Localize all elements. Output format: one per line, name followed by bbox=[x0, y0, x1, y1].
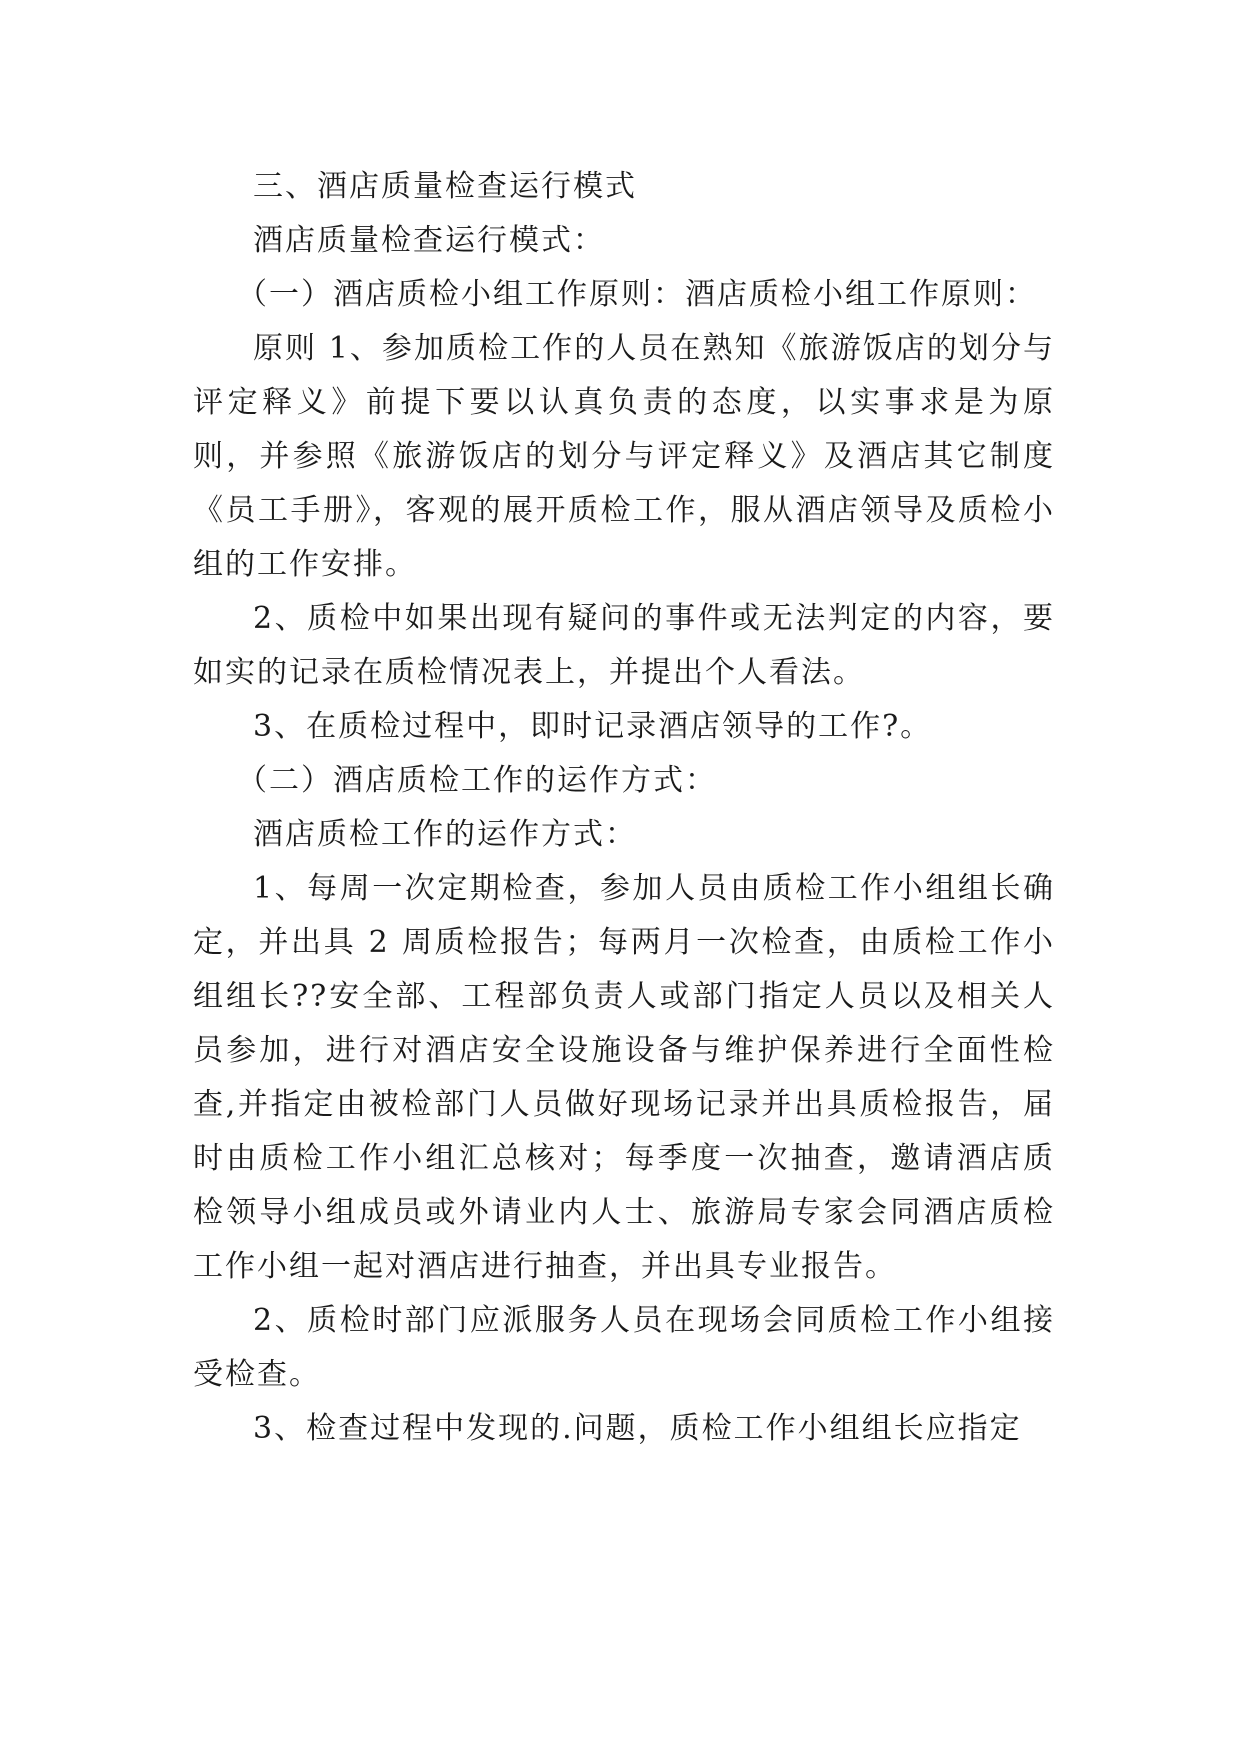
paragraph: 3、在质检过程中，即时记录酒店领导的工作?。 bbox=[253, 709, 933, 744]
subsection-heading: （二）酒店质检工作的运作方式： bbox=[237, 763, 717, 798]
paragraph: 1、每周一次定期检查，参加人员由质检工作小组组长确定，并出具 2 周质检报告；每两月一次检查，由质检工作小组组长??安全部、工程部负责人或部门指定人员以及相关人员参加，进行对酒店安全设施设备与维护保养进行全面性检查,并指定由被检部门人员做好现场记录并出具质检报告，届时由质检工作小组汇总核对；每季度一次抽查，邀请酒店质检领导小组成员或外请业内人士、旅游局专家会同酒店质检工作小组一起对酒店进行抽查，并出具专业报告。 bbox=[193, 871, 1055, 1284]
document-body bbox=[193, 160, 1055, 1456]
paragraph: 2、质检时部门应派服务人员在现场会同质检工作小组接受检查。 bbox=[193, 1303, 1055, 1392]
section-heading: 三、酒店质量检查运行模式 bbox=[253, 169, 637, 204]
paragraph: 酒店质量检查运行模式： bbox=[253, 223, 605, 258]
subsection-heading: （一）酒店质检小组工作原则：酒店质检小组工作原则： bbox=[237, 277, 1037, 312]
paragraph: 酒店质检工作的运作方式： bbox=[253, 817, 637, 852]
paragraph: 2、质检中如果出现有疑问的事件或无法判定的内容，要如实的记录在质检情况表上，并提出个人看法。 bbox=[193, 601, 1055, 690]
paragraph: 3、检查过程中发现的.问题，质检工作小组组长应指定 bbox=[253, 1411, 1022, 1446]
paragraph: 原则 1、参加质检工作的人员在熟知《旅游饭店的划分与评定释义》前提下要以认真负责的态度，以实事求是为原则，并参照《旅游饭店的划分与评定释义》及酒店其它制度《员工手册》，客观的展开质检工作，服从酒店领导及质检小组的工作安排。 bbox=[193, 331, 1055, 582]
